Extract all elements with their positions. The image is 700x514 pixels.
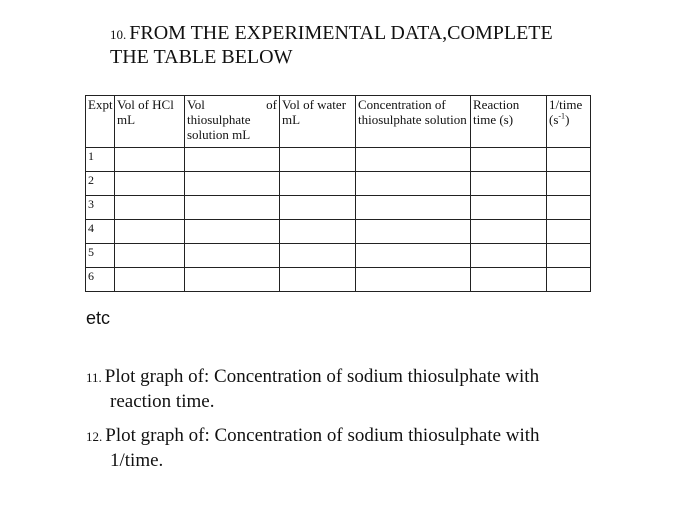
empty-cell — [280, 172, 356, 196]
table-row — [86, 196, 591, 220]
empty-cell — [547, 244, 591, 268]
empty-cell — [185, 244, 280, 268]
header-vol-thiosulphate-part3: thiosulphate solution mL — [187, 112, 251, 142]
empty-cell — [115, 148, 185, 172]
question-10 — [110, 22, 670, 69]
empty-cell — [356, 244, 471, 268]
header-vol-water: Vol of water mL — [280, 96, 356, 148]
header-vol-thiosulphate-part1: Vol — [187, 97, 205, 112]
empty-cell — [280, 196, 356, 220]
question-11 — [86, 365, 666, 414]
row-number: 4 — [86, 220, 115, 244]
row-number: 5 — [86, 244, 115, 268]
empty-cell — [115, 244, 185, 268]
header-inverse-time-part1: 1/time — [549, 97, 583, 112]
empty-cell — [280, 220, 356, 244]
table-row — [86, 220, 591, 244]
table-header-row — [86, 96, 591, 148]
empty-cell — [471, 220, 547, 244]
empty-cell — [185, 148, 280, 172]
empty-cell — [185, 196, 280, 220]
empty-cell — [280, 268, 356, 292]
empty-cell — [547, 148, 591, 172]
empty-cell — [356, 148, 471, 172]
empty-cell — [471, 172, 547, 196]
etc-note: etc — [86, 308, 111, 328]
question-10-number: 10. — [110, 27, 127, 42]
question-11-line1: Plot graph of: Concentration of sodium thiosulphate with — [104, 366, 540, 387]
question-12-number: 12. — [86, 429, 103, 444]
empty-cell — [356, 220, 471, 244]
row-number: 3 — [86, 196, 115, 220]
empty-cell — [115, 196, 185, 220]
empty-cell — [356, 196, 471, 220]
header-reaction-time: Reaction time (s) — [471, 96, 547, 148]
empty-cell — [356, 172, 471, 196]
table-row — [86, 148, 591, 172]
empty-cell — [280, 244, 356, 268]
row-number: 6 — [86, 268, 115, 292]
table-row — [86, 268, 591, 292]
header-inverse-time — [547, 96, 591, 148]
empty-cell — [115, 268, 185, 292]
header-inverse-time-part2: (s — [549, 112, 559, 127]
empty-cell — [185, 268, 280, 292]
question-11-line2: reaction time. — [110, 391, 215, 412]
empty-cell — [471, 268, 547, 292]
empty-cell — [471, 196, 547, 220]
empty-cell — [356, 268, 471, 292]
row-number: 2 — [86, 172, 115, 196]
empty-cell — [547, 172, 591, 196]
header-vol-thiosulphate — [185, 96, 280, 148]
empty-cell — [280, 148, 356, 172]
table-row — [86, 172, 591, 196]
header-vol-hcl: Vol of HCl mL — [115, 96, 185, 148]
empty-cell — [471, 148, 547, 172]
question-12 — [86, 424, 666, 473]
header-concentration: Concentration of thiosulphate solution — [356, 96, 471, 148]
empty-cell — [547, 268, 591, 292]
empty-cell — [185, 220, 280, 244]
question-10-line1: FROM THE EXPERIMENTAL DATA,COMPLETE — [129, 22, 553, 44]
empty-cell — [115, 220, 185, 244]
table-row — [86, 244, 591, 268]
empty-cell — [471, 244, 547, 268]
question-11-number: 11. — [86, 370, 102, 385]
empty-cell — [547, 220, 591, 244]
experiment-table — [85, 95, 591, 292]
header-inverse-time-superscript: -1 — [558, 111, 566, 121]
header-expt: Expt — [86, 96, 115, 148]
empty-cell — [547, 196, 591, 220]
header-vol-thiosulphate-part2: of — [266, 97, 277, 112]
header-inverse-time-part3: ) — [565, 112, 570, 127]
empty-cell — [115, 172, 185, 196]
question-10-line2: THE TABLE BELOW — [110, 46, 293, 68]
question-12-line1: Plot graph of: Concentration of sodium thiosulphate with — [105, 425, 540, 446]
row-number: 1 — [86, 148, 115, 172]
question-12-line2: 1/time. — [110, 450, 164, 471]
empty-cell — [185, 172, 280, 196]
